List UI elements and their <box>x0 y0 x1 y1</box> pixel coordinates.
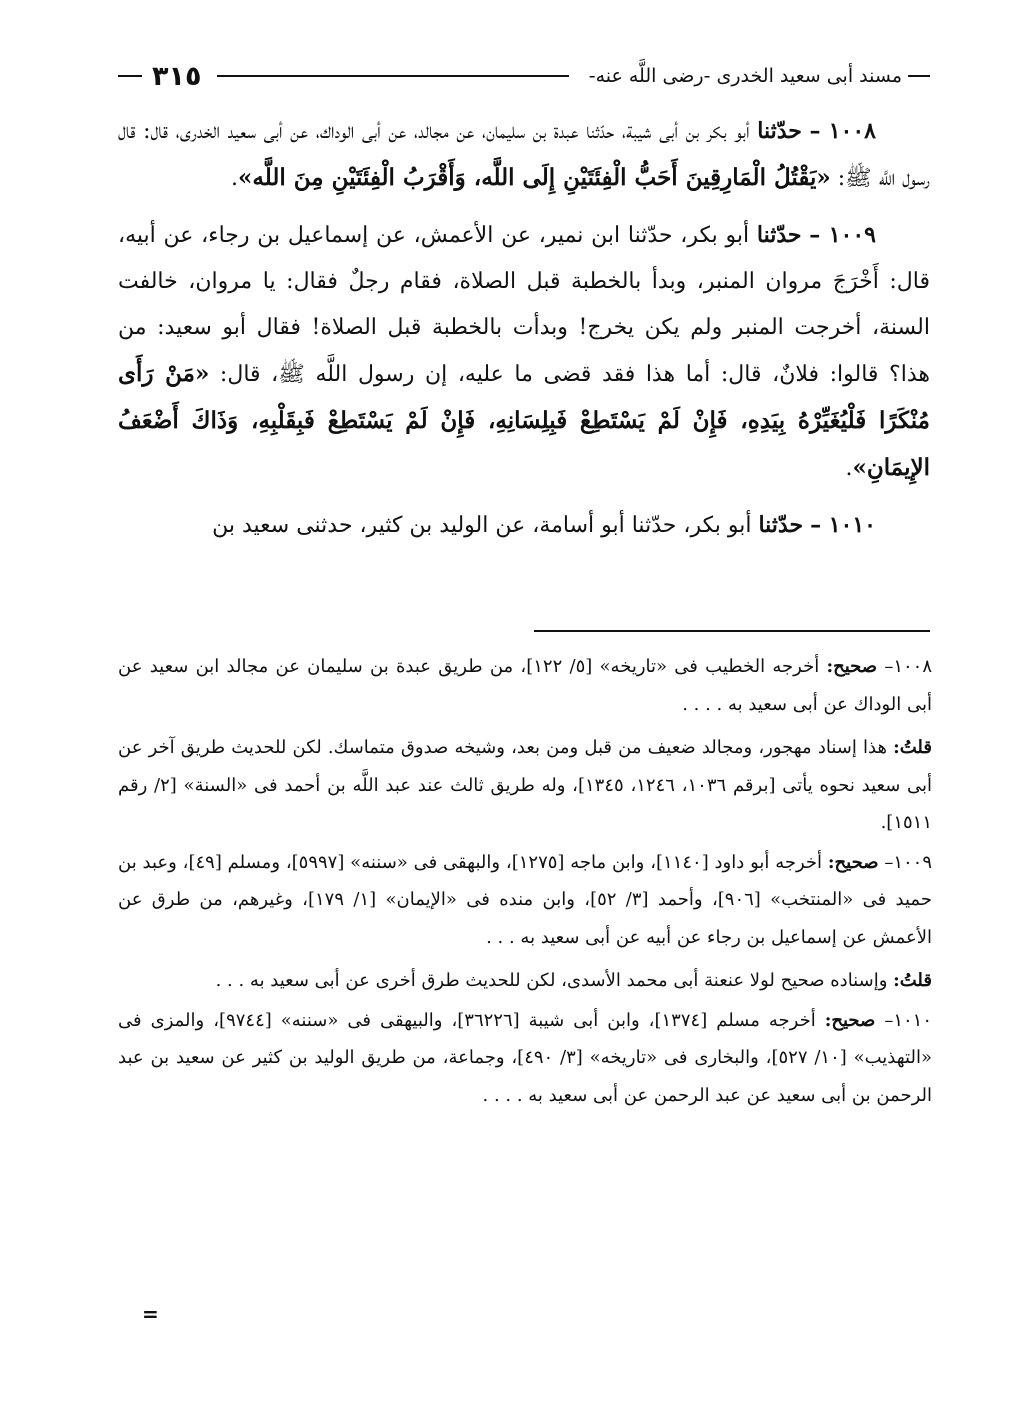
footnote-1010 <box>118 1002 932 1115</box>
hadith-tail: . <box>845 456 853 481</box>
footnotes <box>118 648 932 1116</box>
hadith-number: ١٠٠٩ – <box>809 222 876 248</box>
footnote-1009-comment <box>118 962 932 1000</box>
footnote-text: أخرجه أبو داود [١١٤٠]، وابن ماجه [١٢٧٥]، والبهقى فى «سننه» [٥٩٩٧]، ومسلم [٤٩]، وعبد بن حميد فى «المنتخب» [٩٠٦]، وأحمد [٣/ ٥٢]، وابن منده فى «الإيمان» [١/ ١٧٩]، وغيرهم، من طرق عن الأعمش عن إسماعيل بن رجاء عن أبيه عن أبى سعيد به . . . <box>118 851 932 948</box>
comment-text: هذا إسناد مهجور، ومجالد ضعيف من قبل ومن بعد، وشيخه صدوق متماسك. لكن للحديث طريق آخر عن أبى سعيد نحوه يأتى [برقم ١٠٣٦، ١٢٤٦، ١٣٤٥]، وله طريق ثالث عند عبد اللَّه بن أحمد فى «السنة» [٢/ رقم ١٥١١]. <box>118 737 933 833</box>
hadith-lead: حدّثنا <box>756 222 802 248</box>
header-dash-right <box>908 75 930 77</box>
footnote-number: ١٠٠٨– <box>884 656 933 677</box>
comment-label: قلتُ: <box>893 970 932 991</box>
footnote-number: ١٠١٠– <box>884 1009 932 1031</box>
footnote-number: ١٠٠٩– <box>884 851 932 873</box>
hadith-quote: «يَقْتُلُ الْمَارِقِينَ أَحَبُّ الْفِئَتَيْنِ إِلَى اللَّه، وَأَقْرَبُ الْفِئَتَيْنِ مِنَ اللَّه» <box>238 164 831 191</box>
footnote-separator <box>534 630 930 632</box>
footnote-grade: صحيح: <box>826 656 878 677</box>
footnote-grade: صحيح: <box>827 851 879 873</box>
page-number: ٣١٥ <box>152 60 202 92</box>
footnote-1009 <box>118 844 932 957</box>
header-rule <box>217 75 568 77</box>
hadith-lead: حدّثنا <box>758 512 804 538</box>
running-header <box>118 56 930 96</box>
hadith-lead: حدّثنا <box>757 118 802 144</box>
hadith-1009 <box>118 212 930 492</box>
hadith-text: أبو بكر، حدّثنا أبو أسامة، عن الوليد بن كثير، حدثنى سعيد بن <box>212 513 759 538</box>
comment-label: قلتُ: <box>893 737 932 758</box>
hadith-1008 <box>118 108 930 202</box>
hadith-quote: «مَنْ رَأَى مُنْكَرًا فَلْيُغَيِّرْهُ بِيَدِهِ، فَإِنْ لَمْ يَسْتَطِعْ فَبِلِسَانِهِ، فَإِنْ لَمْ يَسْتَطِعْ فَبِقَلْبِهِ، وَذَاكَ أَضْعَفُ الإِيمَانِ» <box>118 360 930 481</box>
footnote-text: أخرجه الخطيب فى «تاريخه» [٥/ ١٢٢]، من طريق عبدة بن سليمان عن مجالد ابن سعيد عن أبى الوداك عن أبى سعيد به . . . . <box>118 656 932 715</box>
comment-text: وإسناده صحيح لولا عنعنة أبى محمد الأسدى، لكن للحديث طرق أخرى عن أبى سعيد به . . . <box>215 970 894 991</box>
footnote-grade: صحيح: <box>824 1009 876 1031</box>
hadith-text: أبو بكر بن أبى شيبة، حدّثنا عبدة بن سليمان، عن مجالد، عن أبى الوداك، عن أبى سعيد الخدرى، قال: قال رسول اللَّه ﷺ: <box>118 119 930 191</box>
running-title: مسند أبى سعيد الخدرى -رضى اللَّه عنه- <box>588 65 902 87</box>
hadith-tail: . <box>231 166 239 191</box>
hadith-number: ١٠١٠ – <box>810 512 876 538</box>
hadith-1010 <box>118 502 930 549</box>
header-dash-left <box>118 75 142 77</box>
hadith-text: أبو بكر، حدّثنا ابن نمير، عن الأعمش، عن إسماعيل بن رجاء، عن أبيه، قال: أَخْرَجَ مروان المنبر، وبدأ بالخطبة قبل الصلاة، فقام رجلٌ فقال: يا مروان، خالفت السنة، أخرجت المنبر ولم يكن يخرج! وبدأت بالخطبة قبل الصلاة! فقال أبو سعيد: من هذا؟ قالوا: فلانٌ، قال: أما هذا فقد قضى ما عليه، إن رسول اللَّه ﷺ، قال: <box>118 223 930 387</box>
footnote-1008 <box>118 648 932 723</box>
footnote-text: أخرجه مسلم [١٣٧٤]، وابن أبى شيبة [٣٦٢٢٦]، والبيهقى فى «سننه» [٩٧٤٤]، والمزى فى «التهذيب» [١٠/ ٥٢٧]، والبخارى فى «تاريخه» [٣/ ٤٩٠]، وجماعة، من طريق الوليد بن كثير عن سعيد بن عبد الرحمن بن أبى سعيد عن عبد الرحمن عن أبى سعيد به . . . . <box>118 1009 932 1106</box>
hadith-number: ١٠٠٨ – <box>809 118 876 144</box>
continuation-mark: = <box>142 1302 159 1326</box>
footnote-1008-comment <box>118 729 932 842</box>
hadith-body <box>118 108 930 559</box>
